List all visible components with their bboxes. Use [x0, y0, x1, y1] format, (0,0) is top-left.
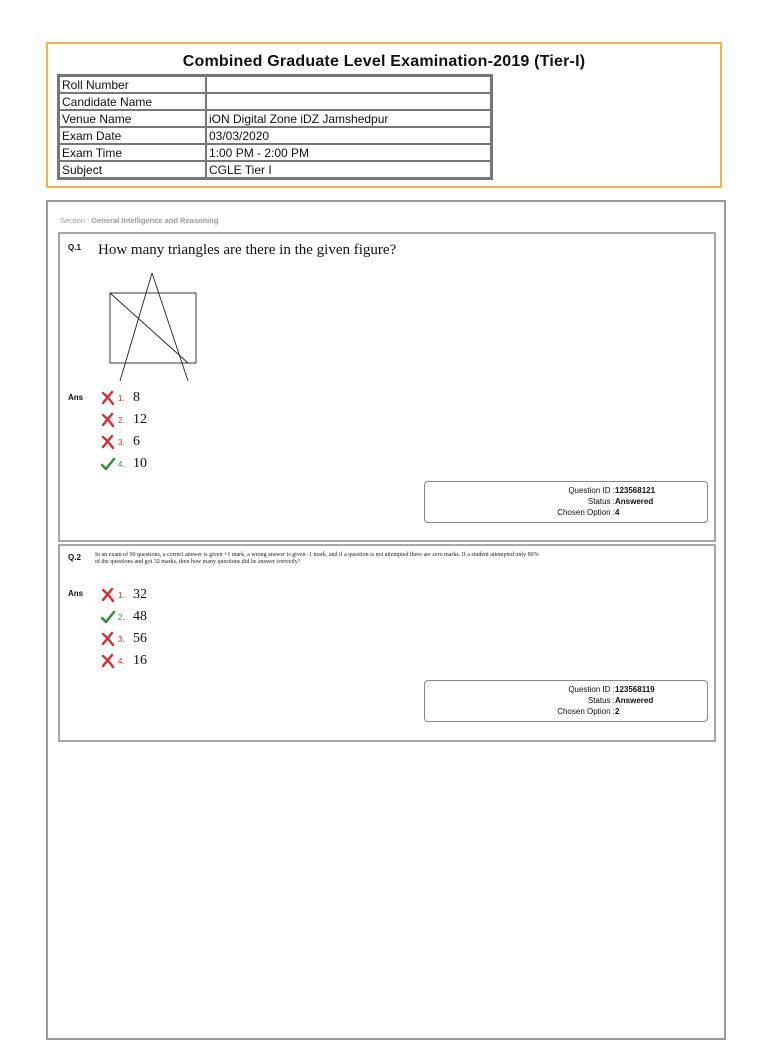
status-value: Answered	[615, 696, 654, 705]
section-label	[60, 216, 218, 225]
section-prefix: Section :	[60, 216, 92, 225]
option-number: 3.	[118, 634, 125, 644]
ans-label: Ans	[68, 393, 84, 402]
info-label: Candidate Name	[59, 93, 206, 110]
cross-icon	[100, 631, 116, 647]
info-value: 03/03/2020	[206, 127, 491, 144]
question-number: Q.1	[68, 243, 81, 252]
cross-icon	[100, 390, 116, 406]
question-meta	[424, 481, 708, 523]
question-card-2	[58, 544, 716, 742]
option-value: 10	[133, 456, 147, 471]
cross-icon	[100, 412, 116, 428]
candidate-info-table	[57, 74, 493, 180]
option-1	[100, 585, 147, 605]
exam-title: Combined Graduate Level Examination-2019 (Tier-I)	[182, 53, 586, 70]
info-row-exam-date	[59, 127, 491, 144]
info-label: Exam Time	[59, 144, 206, 161]
status-value: Answered	[615, 497, 654, 506]
info-value: CGLE Tier I	[206, 161, 491, 178]
info-value: iON Digital Zone iDZ Jamshedpur	[206, 110, 491, 127]
option-3	[100, 432, 140, 452]
question-id-label: Question ID :	[568, 486, 615, 495]
option-4	[100, 651, 147, 671]
option-value: 32	[133, 587, 147, 602]
option-value: 48	[133, 609, 147, 624]
chosen-option-label: Chosen Option :	[557, 707, 615, 716]
question-id-label: Question ID :	[568, 685, 615, 694]
option-number: 4.	[118, 656, 125, 666]
info-row-subject	[59, 161, 491, 178]
chosen-option: 2	[615, 707, 620, 716]
ans-label: Ans	[68, 589, 84, 598]
info-value	[206, 93, 491, 110]
option-number: 4.	[118, 459, 125, 469]
option-2	[100, 410, 147, 430]
info-row-venue-name	[59, 110, 491, 127]
info-value: 1:00 PM - 2:00 PM	[206, 144, 491, 161]
option-value: 16	[133, 653, 147, 668]
info-label: Venue Name	[59, 110, 206, 127]
response-sheet	[46, 200, 726, 1040]
option-value: 6	[133, 434, 140, 449]
info-row-candidate-name	[59, 93, 491, 110]
chosen-option: 4	[615, 508, 620, 517]
status-label: Status :	[587, 696, 615, 705]
option-number: 2.	[118, 415, 125, 425]
option-number: 1.	[118, 590, 125, 600]
info-label: Exam Date	[59, 127, 206, 144]
question-id: 123568121	[615, 486, 656, 495]
option-3	[100, 629, 147, 649]
option-number: 3.	[118, 437, 125, 447]
status-label: Status :	[587, 497, 615, 506]
option-number: 2.	[118, 612, 125, 622]
chosen-option-label: Chosen Option :	[557, 508, 615, 517]
exam-header	[46, 42, 722, 188]
info-row-exam-time	[59, 144, 491, 161]
question-card-1	[58, 232, 716, 542]
option-2	[100, 607, 147, 627]
option-value: 8	[133, 390, 140, 405]
info-label: Subject	[59, 161, 206, 178]
option-number: 1.	[118, 393, 125, 403]
section-name: General Intelligence and Reasoning	[91, 216, 219, 225]
check-icon	[100, 456, 116, 472]
info-value	[206, 76, 491, 93]
cross-icon	[100, 653, 116, 669]
option-value: 12	[133, 412, 147, 427]
question-meta	[424, 680, 708, 722]
question-text: How many triangles are there in the given figure?	[98, 242, 397, 258]
info-label: Roll Number	[59, 76, 206, 93]
question-text: In an exam of 90 questions, a correct answer is given +1 mark, a wrong answer is given -1 mark, and if a question is not attempted there are zero marks. If a student attempted only 80% of the questions and got 32 marks, then how many questions did he answer correctly?	[95, 552, 539, 566]
cross-icon	[100, 434, 116, 450]
info-row-roll-number	[59, 76, 491, 93]
option-4	[100, 454, 147, 474]
check-icon	[100, 609, 116, 625]
option-1	[100, 388, 140, 408]
triangle-figure	[108, 271, 200, 383]
option-value: 56	[133, 631, 147, 646]
question-id: 123568119	[615, 685, 655, 694]
question-number: Q.2	[68, 553, 81, 562]
cross-icon	[100, 587, 116, 603]
